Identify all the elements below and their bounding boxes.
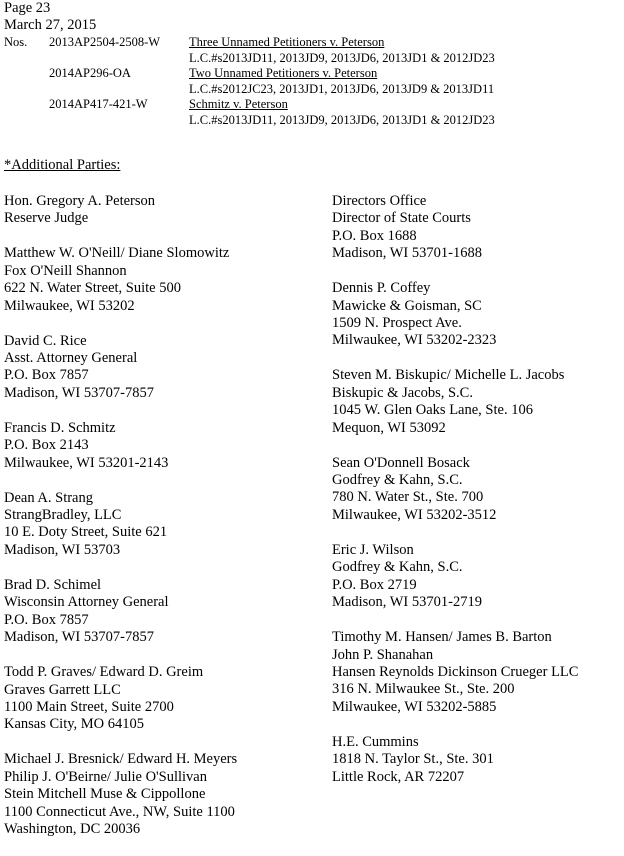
address-line: 1100 Connecticut Ave., NW, Suite 1100 [4,803,235,820]
lower-court-numbers: L.C.#s2012JC23, 2013JD1, 2013JD6, 2013JD9 & 2013JD11 [189,81,495,96]
address-line: P.O. Box 2143 [4,437,89,454]
page-number: Page 23 [4,0,51,16]
address-line: Reserve Judge [4,210,89,227]
party-address-block [4,664,237,734]
address-line: 780 N. Water St., Ste. 700 [332,489,484,506]
party-address-block [332,280,578,350]
party-address-block [4,333,237,403]
address-line: Milwaukee, WI 53202 [4,297,135,314]
address-line: Milwaukee, WI 53201-2143 [4,454,169,471]
case-number: 2013AP2504-2508-W [49,35,161,49]
address-line: P.O. Box 7857 [4,367,89,384]
additional-parties-heading: *Additional Parties: [4,157,121,173]
address-line: Mawicke & Goisman, SC [332,297,482,314]
party-address-block [4,751,237,838]
address-line: Michael J. Bresnick/ Edward H. Meyers [4,751,238,768]
address-line: Stein Mitchell Muse & Cippollone [4,786,206,803]
address-line: Dennis P. Coffey [332,280,431,297]
address-line: Milwaukee, WI 53202-2323 [332,332,497,349]
address-line: Brad D. Schimel [4,576,102,593]
address-line: Timothy M. Hansen/ James B. Barton [332,629,552,646]
address-line: Matthew W. O'Neill/ Diane Slomowitz [4,245,230,262]
right-party-column [332,193,578,804]
address-line: Little Rock, AR 72207 [332,768,465,785]
address-line: Kansas City, MO 64105 [4,716,145,733]
address-line: Sean O'Donnell Bosack [332,454,470,471]
case-row [4,97,495,128]
case-row [4,66,495,97]
party-address-block [4,420,237,472]
address-line: StrangBradley, LLC [4,507,122,524]
case-title: Three Unnamed Petitioners v. Peterson [189,35,385,49]
address-line: Eric J. Wilson [332,541,414,558]
party-address-block [332,193,578,263]
case-title: Two Unnamed Petitioners v. Peterson [189,66,378,80]
nos-label: Nos. [4,35,28,49]
party-address-block [4,577,237,647]
case-caption [4,35,495,128]
address-line: Todd P. Graves/ Edward D. Greim [4,664,204,681]
address-line: Madison, WI 53701-2719 [332,594,482,611]
address-line: Madison, WI 53707-7857 [4,629,154,646]
address-line: Washington, DC 20036 [4,820,141,837]
address-line: P.O. Box 2719 [332,576,417,593]
address-line: Godfrey & Kahn, S.C. [332,472,463,489]
address-line: Dean A. Strang [4,489,93,506]
address-line: Graves Garrett LLC [4,681,121,698]
address-line: Directors Office [332,193,427,209]
address-line: David C. Rice [4,332,87,349]
address-line: 10 E. Doty Street, Suite 621 [4,524,168,541]
address-line: Asst. Attorney General [4,350,138,367]
address-line: Madison, WI 53701-1688 [332,245,482,262]
address-line: Madison, WI 53703 [4,541,121,558]
address-line: Biskupic & Jacobs, S.C. [332,384,473,401]
address-line: P.O. Box 1688 [332,227,417,244]
address-line: Godfrey & Kahn, S.C. [332,559,463,576]
party-address-block [4,245,237,315]
address-line: 1818 N. Taylor St., Ste. 301 [332,751,494,768]
case-title: Schmitz v. Peterson [189,97,288,111]
case-number: 2014AP417-421-W [49,97,148,111]
party-address-block [332,542,578,612]
address-line: Mequon, WI 53092 [332,419,446,436]
address-line: Milwaukee, WI 53202-5885 [332,698,497,715]
address-line: Milwaukee, WI 53202-3512 [332,506,497,523]
party-address-block [332,629,578,716]
address-line: 1509 N. Prospect Ave. [332,315,462,332]
left-party-column [4,193,237,856]
page-header [4,0,96,34]
party-address-block [332,455,578,525]
address-line: Madison, WI 53707-7857 [4,384,154,401]
address-line: 316 N. Milwaukee St., Ste. 200 [332,681,515,698]
party-address-block [332,367,578,437]
address-line: 622 N. Water Street, Suite 500 [4,280,181,297]
address-line: 1100 Main Street, Suite 2700 [4,698,174,715]
address-line: Hansen Reynolds Dickinson Crueger LLC [332,663,579,680]
case-number: 2014AP296-OA [49,66,131,80]
address-line: Philip J. O'Beirne/ Julie O'Sullivan [4,768,207,785]
party-address-block [4,490,237,560]
party-address-block [4,193,237,228]
party-address-block [332,734,578,786]
address-line: Hon. Gregory A. Peterson [4,193,156,209]
address-line: John P. Shanahan [332,646,434,663]
document-date: March 27, 2015 [4,17,97,33]
address-line: Steven M. Biskupic/ Michelle L. Jacobs [332,367,565,384]
address-line: Director of State Courts [332,210,471,227]
address-line: P.O. Box 7857 [4,611,89,628]
lower-court-numbers: L.C.#s2013JD11, 2013JD9, 2013JD6, 2013JD1 & 2012JD23 [189,112,495,127]
address-line: 1045 W. Glen Oaks Lane, Ste. 106 [332,402,533,419]
address-line: H.E. Cummins [332,733,419,750]
lower-court-numbers: L.C.#s2013JD11, 2013JD9, 2013JD6, 2013JD1 & 2012JD23 [189,50,495,65]
address-line: Wisconsin Attorney General [4,594,169,611]
address-line: Francis D. Schmitz [4,419,116,436]
address-line: Fox O'Neill Shannon [4,262,127,279]
case-row [4,35,495,66]
